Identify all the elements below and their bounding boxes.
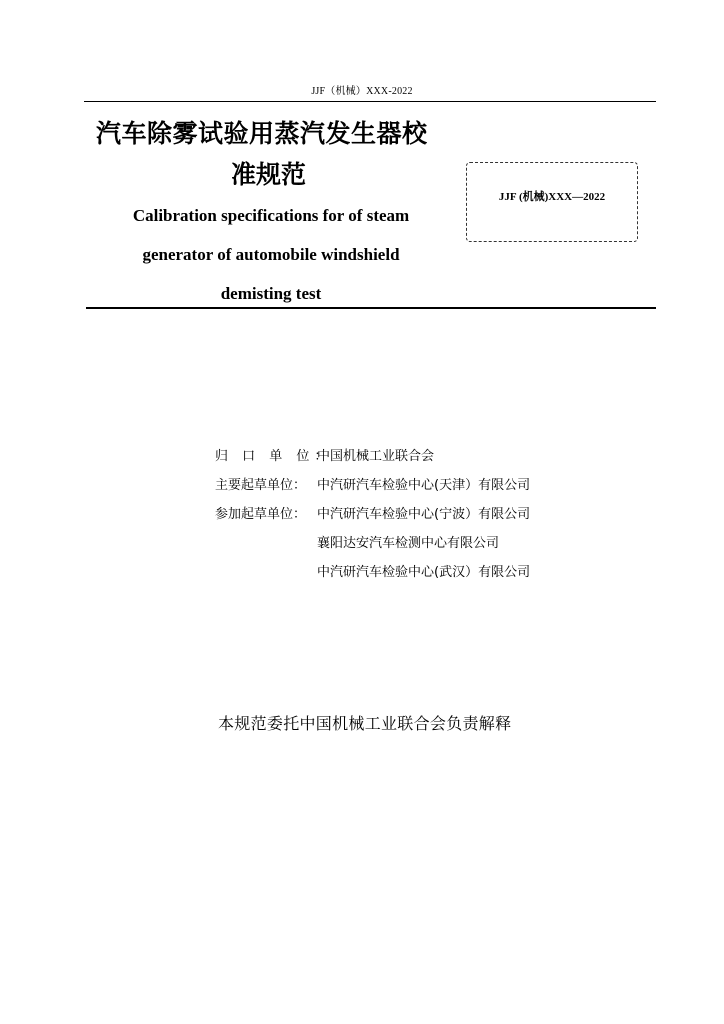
- org-label: 参加起草单位：: [215, 507, 307, 522]
- org-value: 中汽研汽车检验中心(天津）有限公司: [317, 478, 531, 493]
- code-box: [466, 162, 638, 242]
- title-en-line2: generator of automobile windshield: [142, 245, 400, 264]
- org-row-responsible: [215, 442, 530, 471]
- title-zh-line2: 准规范: [231, 160, 307, 189]
- code-box-text: JJF (机械)XXX—2022: [498, 191, 606, 203]
- org-row-participating-drafter-3: [215, 558, 530, 587]
- organization-list: [215, 442, 530, 587]
- org-value: 中国机械工业联合会: [317, 449, 435, 464]
- org-label: [215, 558, 317, 587]
- org-value: 中汽研汽车检验中心(宁波）有限公司: [317, 507, 531, 522]
- interpretation-statement: 本规范委托中国机械工业联合会负责解释: [218, 714, 512, 733]
- org-row-participating-drafter: [215, 500, 530, 529]
- title-en-line3: demisting test: [220, 284, 322, 303]
- org-value: 中汽研汽车检验中心(武汉）有限公司: [317, 565, 531, 580]
- header-rule: [84, 101, 656, 102]
- org-row-main-drafter: [215, 471, 530, 500]
- title-en-line1: Calibration specifications for of steam: [132, 206, 410, 225]
- org-label: 归 口 单 位：: [215, 449, 333, 464]
- org-label: [215, 529, 317, 558]
- running-header: JJF（机械）XXX-2022: [311, 86, 413, 97]
- title-zh-line1: 汽车除雾试验用蒸汽发生器校: [96, 119, 428, 148]
- org-label: 主要起草单位：: [215, 478, 307, 493]
- org-value: 襄阳达安汽车检测中心有限公司: [317, 536, 500, 551]
- org-row-participating-drafter-2: [215, 529, 530, 558]
- title-rule: [86, 307, 656, 309]
